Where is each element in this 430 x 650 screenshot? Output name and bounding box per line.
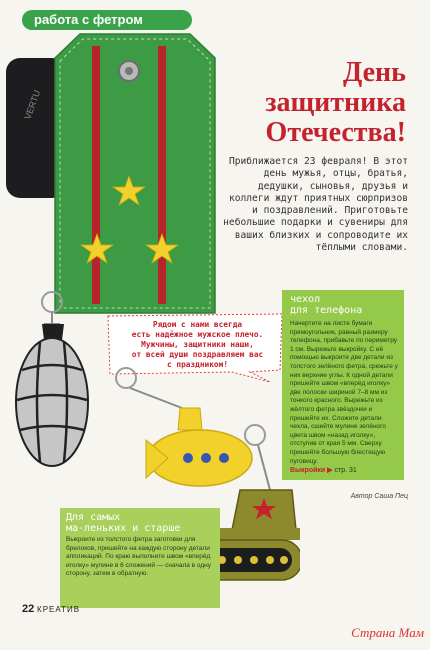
red-stripe-left <box>92 46 100 304</box>
callout-line: от всей души поздравляем вас <box>131 350 264 359</box>
page-footer <box>22 603 80 615</box>
title-line-1: День <box>343 57 406 88</box>
heading-line: ма-леньких и старше <box>66 523 181 534</box>
magazine-name: КРЕАТИВ <box>37 605 81 614</box>
grenade-keychain <box>16 292 88 466</box>
callout-line: Мужчины, защитники наши, <box>141 340 254 349</box>
heading-line: чехол <box>290 294 321 305</box>
keychain-body: Выкроите из толстого фетра заготовки для брелоков, пришейте на каждую сторону детали аппликаций. По краю выполните швом «вперёд иголку» мулине в 6 сложений — сначала в одну сторону, затем в обратную. <box>66 536 212 578</box>
page-title <box>196 58 406 148</box>
section-label: работа с фетром <box>22 10 192 30</box>
intro-text: Приближается 23 февраля! В этот день мужья, отцы, братья, дедушки, сыновья, друзья и коллеги ждут приятных сюрпризов и поздравлений. Приготовьте небольшие подарки и сувениры для ваших близких и сопроводите их тёплыми словами. <box>223 156 408 254</box>
submarine-keychain <box>116 368 252 486</box>
page-number: 22 <box>22 603 35 615</box>
pattern-label: Выкройки <box>290 467 326 474</box>
heading-line: Для самых <box>66 512 121 523</box>
red-stripe-right <box>158 46 166 304</box>
pattern-reference[interactable] <box>290 466 357 474</box>
arrow-right-icon: ▶ <box>327 467 333 474</box>
pattern-page: стр. 31 <box>334 467 357 474</box>
heading-line: для телефона <box>290 305 363 316</box>
phone-case-instructions <box>282 290 404 480</box>
callout-line: есть надёжное мужское плечо. <box>131 330 264 339</box>
phone-brand-text: VERTU <box>22 88 43 121</box>
author-credit: Автор Саша Пец <box>350 493 408 500</box>
keychain-heading <box>66 512 216 534</box>
keychain-instructions <box>60 508 220 608</box>
callout-line: с праздником! <box>166 360 229 369</box>
phone-case-heading <box>290 294 400 316</box>
watermark: Страна Мам <box>351 625 424 640</box>
phone-case-body: Начертите на листе бумаги прямоугольник, равный размеру телефона, прибавьте по периметру 1 см. Вырежьте выкройку. С её помощью выкроите две детали из толстого зелёного фетра, срежьте у них верхние углы. К одной детали пришейте швом «вперёд иголку» две полоски шириной 7–8 мм из тонкого красного. Вырежьте из жёлтого фетра звёздочки и пришейте их. Сложите детали чехла, сшейте мулине зелёного цвета швом «назад иголку», отступив от края 5 мм. Сверху пришейте большую блестящую пуговицу. <box>290 320 398 465</box>
title-line-2: защитника <box>265 87 406 118</box>
title-line-3: Отечества! <box>265 117 406 148</box>
callout-line: Рядом с нами всегда <box>152 320 243 329</box>
